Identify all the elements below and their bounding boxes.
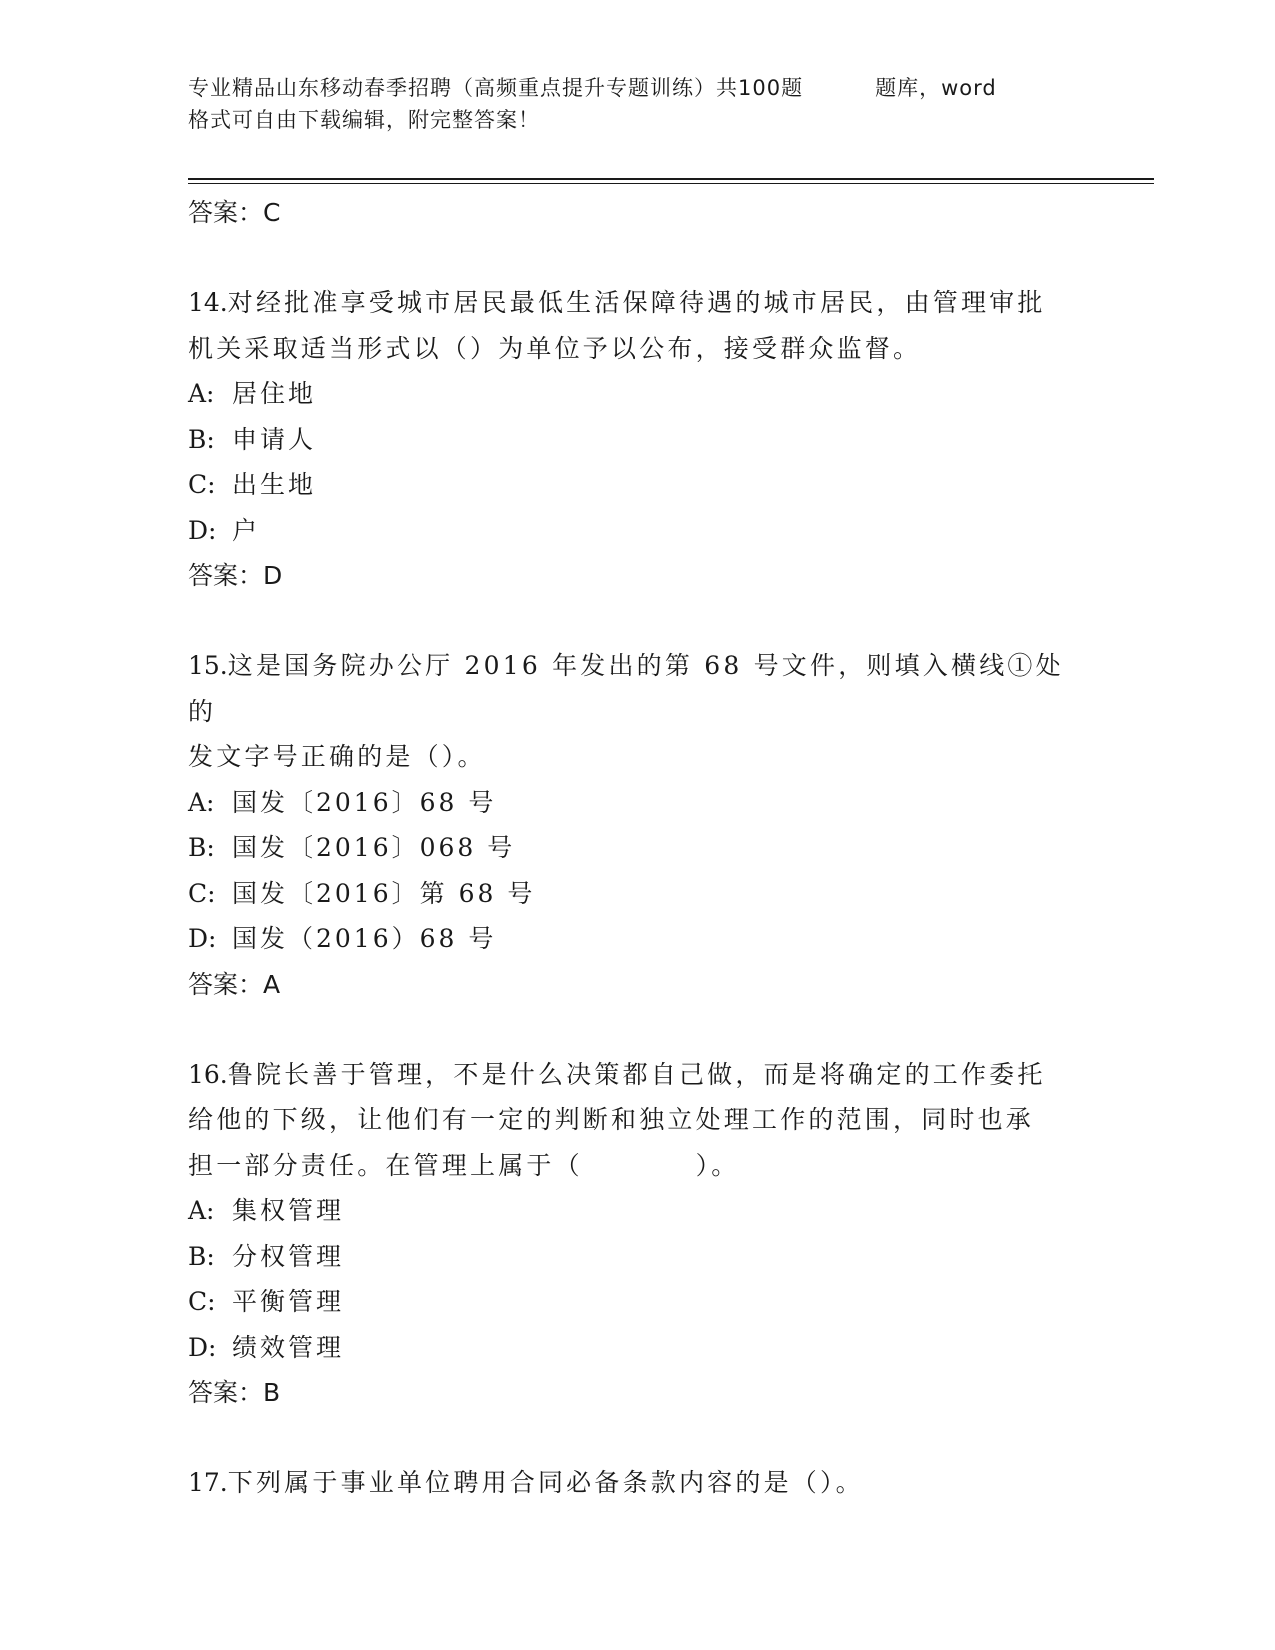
option-d (188, 1325, 1088, 1371)
answer-value: A (263, 969, 281, 999)
question-line: 机关采取适当形式以（）为单位予以公布，接受群众监督。 (188, 333, 922, 363)
question-text (188, 643, 1088, 780)
option-c (188, 871, 1088, 917)
option-text: 国发〔2016〕68 号 (232, 787, 497, 817)
header-line-1 (188, 72, 1088, 104)
question-block (188, 280, 1088, 643)
option-letter: B: (188, 424, 215, 454)
header-title: 专业精品山东移动春季招聘（高频重点提升专题训练）共100题 (188, 76, 804, 100)
option-text: 分权管理 (232, 1241, 345, 1271)
option-letter: A: (188, 379, 215, 408)
option-text: 集权管理 (232, 1196, 345, 1225)
option-d (188, 508, 1088, 554)
question-number: 16. (188, 1059, 228, 1089)
option-c (188, 462, 1088, 508)
option-text: 平衡管理 (232, 1287, 345, 1316)
option-text: 绩效管理 (232, 1332, 345, 1362)
question-block (188, 1052, 1088, 1461)
option-d (188, 916, 1088, 962)
option-c (188, 1279, 1088, 1325)
question-text (188, 1052, 1088, 1189)
option-letter: B: (188, 833, 215, 862)
option-letter: D: (188, 515, 217, 545)
answer-value: D (263, 561, 283, 590)
answer-line (188, 190, 1088, 235)
option-text: 国发〔2016〕第 68 号 (232, 878, 536, 908)
question-number: 17. (188, 1468, 228, 1497)
answer-line (188, 1370, 1088, 1415)
answer-line (188, 962, 1088, 1007)
header-rule-thin (188, 183, 1154, 184)
question-line: 16.鲁院长善于管理，不是什么决策都自己做，而是将确定的工作委托 (188, 1059, 1046, 1089)
question-line: 17.下列属于事业单位聘用合同必备条款内容的是（）。 (188, 1468, 864, 1497)
option-letter: D: (188, 924, 217, 953)
question-line: 给他的下级，让他们有一定的判断和独立处理工作的范围，同时也承 (188, 1105, 1035, 1134)
option-letter: C: (188, 470, 216, 499)
question-block (188, 643, 1088, 1052)
option-text: 户 (232, 515, 261, 545)
option-letter: B: (188, 1241, 215, 1271)
page-header (188, 72, 1088, 136)
option-letter: D: (188, 1332, 217, 1362)
option-letter: A: (188, 1196, 215, 1225)
answer-label: 答案： (188, 561, 264, 590)
answer-label: 答案： (188, 198, 264, 227)
header-line-2: 格式可自由下载编辑，附完整答案！ (188, 108, 540, 132)
question-number: 15. (188, 651, 228, 680)
option-text: 国发（2016）68 号 (232, 924, 497, 953)
question-text (188, 280, 1088, 371)
question-line: 15.这是国务院办公厅 2016 年发出的第 68 号文件，则填入横线①处的 (188, 651, 1064, 726)
option-text: 居住地 (232, 379, 317, 408)
option-text: 国发〔2016〕068 号 (232, 833, 516, 862)
document-body (188, 190, 1088, 1506)
answer-value: B (263, 1378, 281, 1407)
answer-value: C (263, 198, 281, 227)
answer-line (188, 553, 1088, 598)
option-b (188, 1234, 1088, 1280)
question-number: 14. (188, 288, 228, 317)
option-letter: A: (188, 787, 215, 817)
question-line: 发文字号正确的是（）。 (188, 742, 486, 771)
option-a (188, 371, 1088, 417)
answer-label: 答案： (188, 969, 264, 999)
option-letter: C: (188, 878, 216, 908)
option-b (188, 825, 1088, 871)
option-a (188, 780, 1088, 826)
question-block (188, 1460, 1088, 1506)
option-a (188, 1188, 1088, 1234)
option-text: 申请人 (232, 424, 317, 454)
option-letter: C: (188, 1287, 216, 1316)
header-rule (188, 178, 1154, 180)
question-line: 担一部分责任。在管理上属于（ ）。 (188, 1150, 740, 1180)
option-b (188, 417, 1088, 463)
question-line: 14.对经批准享受城市居民最低生活保障待遇的城市居民，由管理审批 (188, 288, 1046, 317)
answer-label: 答案： (188, 1378, 264, 1407)
question-text (188, 1460, 1088, 1506)
option-text: 出生地 (232, 470, 317, 499)
header-title-continued: 题库，word (875, 76, 997, 100)
